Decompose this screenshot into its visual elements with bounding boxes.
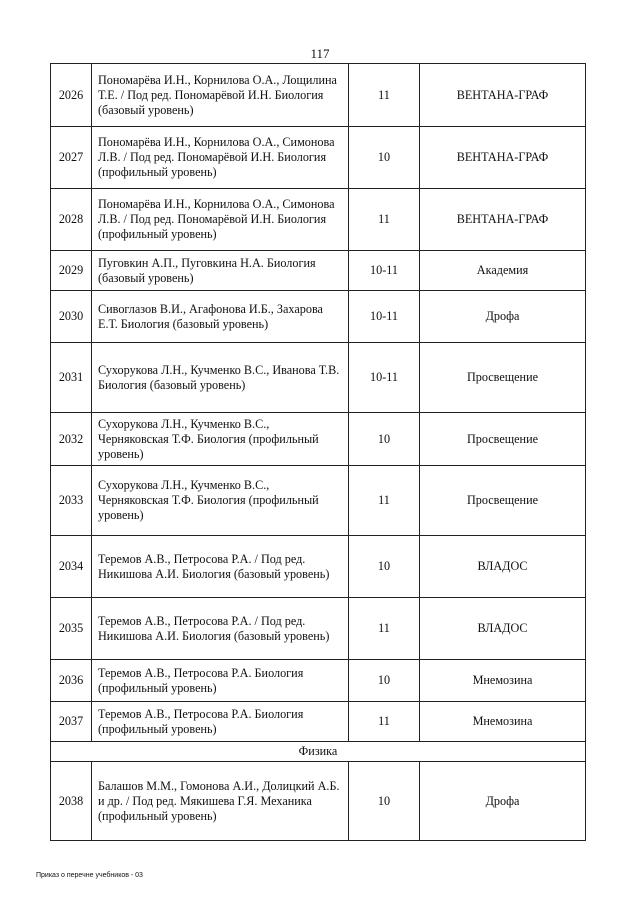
page-footer: Приказ о перечне учебников - 03 (36, 872, 143, 879)
publisher-cell: Просвещение (420, 413, 586, 466)
publisher-cell: ВЕНТАНА-ГРАФ (420, 127, 586, 189)
row-number-cell: 2031 (51, 343, 92, 413)
publisher-cell: Дрофа (420, 291, 586, 343)
table-row (51, 702, 586, 742)
row-number-cell: 2038 (51, 762, 92, 841)
publisher-cell: ВЛАДОС (420, 598, 586, 660)
table-row (51, 466, 586, 536)
grade-cell: 10 (349, 660, 420, 702)
table-row (51, 413, 586, 466)
table-row (51, 291, 586, 343)
book-title-cell: Пономарёва И.Н., Корнилова О.А., Симонова Л.В. / Под ред. Пономарёвой И.Н. Биология (профильный уровень) (92, 127, 349, 189)
publisher-cell: Дрофа (420, 762, 586, 841)
row-number-cell: 2032 (51, 413, 92, 466)
book-title-cell: Пуговкин А.П., Пуговкина Н.А. Биология (базовый уровень) (92, 251, 349, 291)
grade-cell: 10 (349, 762, 420, 841)
textbook-table (50, 63, 586, 841)
row-number-cell: 2036 (51, 660, 92, 702)
table-row (51, 189, 586, 251)
book-title-cell: Теремов А.В., Петросова Р.А. Биология (профильный уровень) (92, 702, 349, 742)
grade-cell: 11 (349, 702, 420, 742)
row-number-cell: 2029 (51, 251, 92, 291)
book-title-cell: Пономарёва И.Н., Корнилова О.А., Симонова Л.В. / Под ред. Пономарёвой И.Н. Биология (профильный уровень) (92, 189, 349, 251)
grade-cell: 11 (349, 189, 420, 251)
row-number-cell: 2037 (51, 702, 92, 742)
section-title: Физика (51, 742, 586, 762)
publisher-cell: ВЛАДОС (420, 536, 586, 598)
grade-cell: 10-11 (349, 343, 420, 413)
publisher-cell: ВЕНТАНА-ГРАФ (420, 64, 586, 127)
grade-cell: 10 (349, 536, 420, 598)
publisher-cell: Мнемозина (420, 702, 586, 742)
textbook-table-body (51, 64, 586, 841)
row-number-cell: 2027 (51, 127, 92, 189)
table-row (51, 64, 586, 127)
book-title-cell: Сухорукова Л.Н., Кучменко В.С., Черняковская Т.Ф. Биология (профильный уровень) (92, 413, 349, 466)
publisher-cell: Мнемозина (420, 660, 586, 702)
table-row (51, 598, 586, 660)
row-number-cell: 2033 (51, 466, 92, 536)
row-number-cell: 2034 (51, 536, 92, 598)
book-title-cell: Теремов А.В., Петросова Р.А. / Под ред. Никишова А.И. Биология (базовый уровень) (92, 536, 349, 598)
publisher-cell: Просвещение (420, 343, 586, 413)
row-number-cell: 2026 (51, 64, 92, 127)
table-row (51, 536, 586, 598)
table-row (51, 343, 586, 413)
grade-cell: 10 (349, 127, 420, 189)
grade-cell: 11 (349, 466, 420, 536)
book-title-cell: Сухорукова Л.Н., Кучменко В.С., Иванова Т.В. Биология (базовый уровень) (92, 343, 349, 413)
grade-cell: 11 (349, 64, 420, 127)
publisher-cell: Академия (420, 251, 586, 291)
table-row (51, 660, 586, 702)
book-title-cell: Пономарёва И.Н., Корнилова О.А., Лощилина Т.Е. / Под ред. Пономарёвой И.Н. Биология (базовый уровень) (92, 64, 349, 127)
book-title-cell: Теремов А.В., Петросова Р.А. / Под ред. Никишова А.И. Биология (базовый уровень) (92, 598, 349, 660)
grade-cell: 11 (349, 598, 420, 660)
grade-cell: 10-11 (349, 251, 420, 291)
row-number-cell: 2030 (51, 291, 92, 343)
publisher-cell: ВЕНТАНА-ГРАФ (420, 189, 586, 251)
table-row (51, 762, 586, 841)
page-number: 117 (310, 46, 330, 61)
publisher-cell: Просвещение (420, 466, 586, 536)
section-header-row (51, 742, 586, 762)
book-title-cell: Сухорукова Л.Н., Кучменко В.С., Черняковская Т.Ф. Биология (профильный уровень) (92, 466, 349, 536)
book-title-cell: Сивоглазов В.И., Агафонова И.Б., Захарова Е.Т. Биология (базовый уровень) (92, 291, 349, 343)
grade-cell: 10-11 (349, 291, 420, 343)
row-number-cell: 2028 (51, 189, 92, 251)
grade-cell: 10 (349, 413, 420, 466)
book-title-cell: Балашов М.М., Гомонова А.И., Долицкий А.Б. и др. / Под ред. Мякишева Г.Я. Механика (профильный уровень) (92, 762, 349, 841)
row-number-cell: 2035 (51, 598, 92, 660)
book-title-cell: Теремов А.В., Петросова Р.А. Биология (профильный уровень) (92, 660, 349, 702)
table-row (51, 127, 586, 189)
table-row (51, 251, 586, 291)
